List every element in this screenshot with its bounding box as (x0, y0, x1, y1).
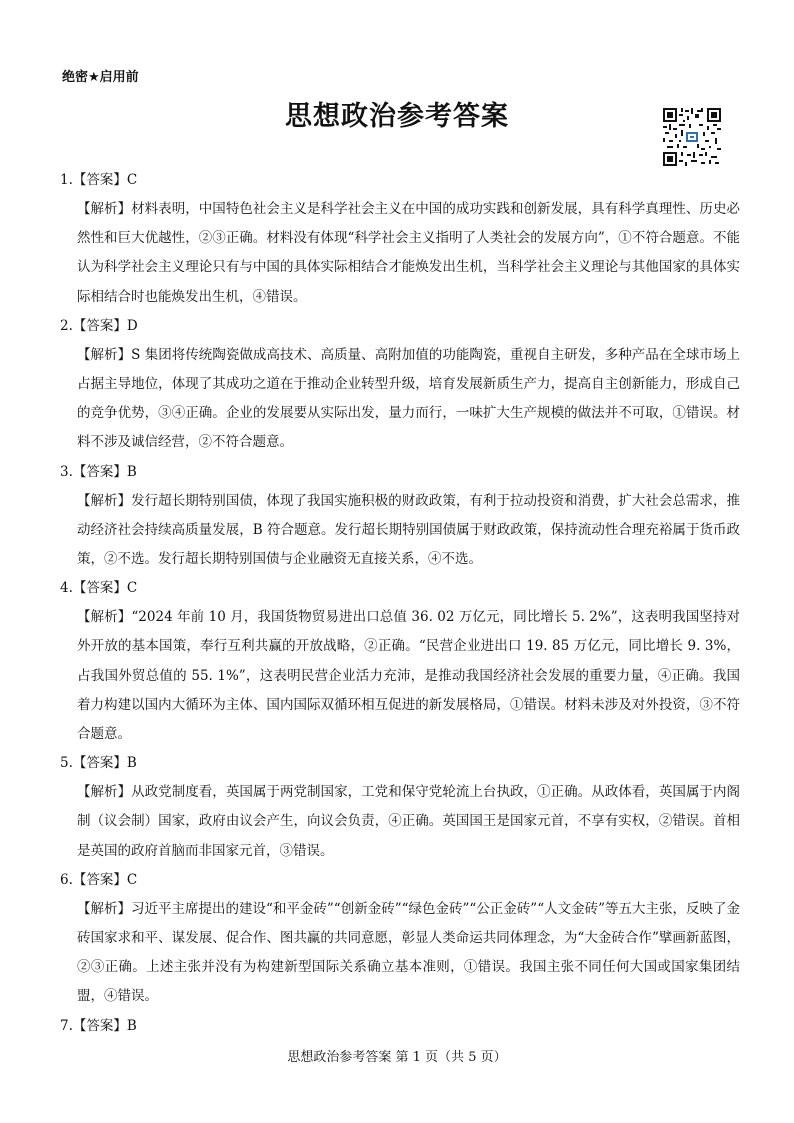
question-item (60, 866, 740, 1012)
explanation-text: 【解析】发行超长期特别国债，体现了我国实施积极的财政政策，有利于拉动投资和消费，扩大社会总需求，推动经济社会持续高质量发展，B 符合题意。发行超长期特别国债属于财政政策，保持流动性合理充裕属于货币政策，②不选。发行超长期特别国债与企业融资无直接关系，④不选。 (77, 492, 740, 568)
explanation-text: 【解析】材料表明，中国特色社会主义是科学社会主义在中国的成功实践和创新发展，具有科学真理性、历史必然性和巨大优越性，②③正确。材料没有体现“科学社会主义指明了人类社会的发展方向”，①不符合题意。不能认为科学社会主义理论只有与中国的具体实际相结合才能焕发出生机，当科学社会主义理论与其他国家的具体实际相结合时也能焕发出生机，④错误。 (77, 201, 740, 305)
qr-code-image (663, 108, 721, 166)
answer-line: 1.【答案】C (60, 172, 138, 188)
answer-line: 4.【答案】C (60, 580, 138, 597)
question-item (60, 574, 740, 749)
answer-line: 7.【答案】B (60, 1017, 137, 1034)
question-item (60, 1012, 740, 1041)
answer-line: 5.【答案】B (60, 755, 137, 772)
explanation-text: 【解析】从政党制度看，英国属于两党制国家，工党和保守党轮流上台执政，①正确。从政体看，英国属于内阁制（议会制）国家，政府由议会产生，向议会负责，④正确。英国国王是国家元首，不享有实权，②错误。首相是英国的政府首脑而非国家元首，③错误。 (77, 784, 740, 859)
answer-line: 3.【答案】B (60, 463, 137, 480)
explanation-text: 【解析】“2024 年前 10 月，我国货物贸易进出口总值 36. 02 万亿元，同比增长 5. 2%”，这表明我国坚持对外开放的基本国策，奉行互利共赢的开放战略，②正确。“民营企业进出口 19. 85 万亿元，同比增长 9. 3%，占我国外贸总值的 55. 1%”，这表明民营企业活力充沛，是推动我国经济社会发展的重要力量，④正确。我国着力构建以国内大循环为主体、国内国际双循环相互促进的新发展格局，①错误。材料未涉及对外投资，③不符合题意。 (77, 609, 740, 743)
question-item (60, 749, 740, 866)
page-footer: 思想政治参考答案 第 1 页（共 5 页） (287, 1050, 507, 1065)
answer-line: 6.【答案】C (60, 871, 138, 888)
explanation-text: 【解析】习近平主席提出的建设“和平金砖”“创新金砖”“绿色金砖”“公正金砖”“人文金砖”等五大主张，反映了金砖国家求和平、谋发展、促合作、图共赢的共同意愿，彰显人类命运共同体理念，为“大金砖合作”擘画新蓝图，②③正确。上述主张并没有为构建新型国际关系确立基本准则，①错误。我国主张不同任何大国或国家集团结盟，④错误。 (77, 900, 741, 1005)
answer-list (60, 166, 740, 1041)
answer-line: 2.【答案】D (60, 317, 138, 334)
page-title: 思想政治参考答案 (285, 101, 509, 132)
question-item (60, 312, 740, 458)
confidential-label: 绝密★启用前 (62, 70, 139, 85)
explanation-text: 【解析】S 集团将传统陶瓷做成高技术、高质量、高附加值的功能陶瓷，重视自主研发，多种产品在全球市场上占据主导地位，体现了其成功之道在于推动企业转型升级，培育发展新质生产力，提高自主创新能力，形成自己的竞争优势，③④正确。企业的发展要从实际出发，量力而行，一味扩大生产规模的做法并不可取，①错误。材料不涉及诚信经营，②不符合题意。 (77, 346, 740, 451)
question-item (60, 458, 740, 575)
question-item (60, 166, 740, 312)
